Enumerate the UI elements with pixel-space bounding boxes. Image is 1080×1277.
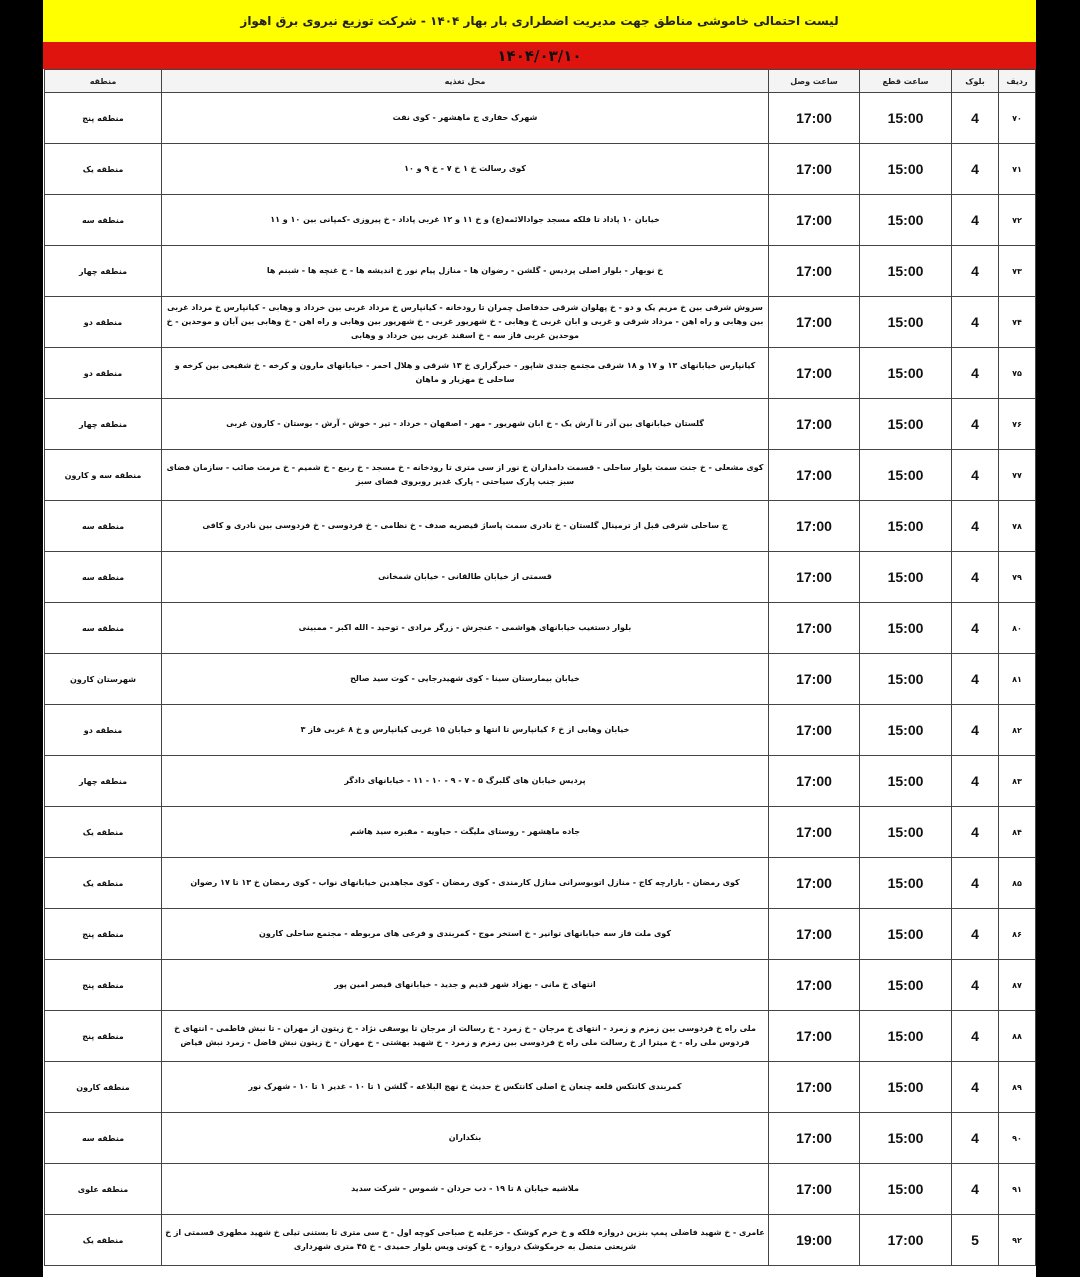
block-cell: 4 xyxy=(952,144,999,195)
table-row xyxy=(45,705,1036,756)
table-row xyxy=(45,195,1036,246)
region-cell: منطقه چهار xyxy=(45,246,162,297)
block-cell: 4 xyxy=(952,1011,999,1062)
reconnect-time-cell: 17:00 xyxy=(769,1113,860,1164)
header-cut-time: ساعت قطع xyxy=(860,70,952,93)
block-cell: 5 xyxy=(952,1215,999,1266)
region-cell: منطقه دو xyxy=(45,705,162,756)
table-row xyxy=(45,807,1036,858)
table-row xyxy=(45,348,1036,399)
region-cell: منطقه دو xyxy=(45,297,162,348)
block-cell: 4 xyxy=(952,654,999,705)
reconnect-time-cell: 17:00 xyxy=(769,144,860,195)
cut-time-cell: 15:00 xyxy=(860,195,952,246)
feed-location-cell: عامری - خ شهید فاضلی پمپ بنزین دروازه فلکه و خ خرم کوشک - خزعلیه خ صباحی کوچه اول - خ سی متری تا بستنی تیلی خ شهید مطهری قسمتی از خ شریعتی متصل به خرمکوشک دروازه - خ کوتی ویس بلوار حمیدی - خ ۴۵ متری شهرداری xyxy=(162,1215,769,1266)
block-cell: 4 xyxy=(952,399,999,450)
region-cell: منطقه پنج xyxy=(45,909,162,960)
document-title: لیست احتمالی خاموشی مناطق جهت مدیریت اضطراری بار بهار ۱۴۰۴ - شرکت توزیع نیروی برق اهواز xyxy=(43,0,1036,42)
cut-time-cell: 15:00 xyxy=(860,1164,952,1215)
block-cell: 4 xyxy=(952,297,999,348)
region-cell: منطقه سه xyxy=(45,195,162,246)
feed-location-cell: کوی ملت فاز سه خیابانهای توانیر - خ استخر موج - کمربندی و فرعی های مربوطه - مجتمع ساحلی کارون xyxy=(162,909,769,960)
cut-time-cell: 15:00 xyxy=(860,858,952,909)
reconnect-time-cell: 17:00 xyxy=(769,246,860,297)
cut-time-cell: 15:00 xyxy=(860,501,952,552)
cut-time-cell: 15:00 xyxy=(860,756,952,807)
block-cell: 4 xyxy=(952,705,999,756)
row-number-cell: ۸۰ xyxy=(999,603,1036,654)
feed-location-cell: بلوار دستغیب خیابانهای هواشمی - عنجرش - زرگر مرادی - توحید - الله اکبر - ممبینی xyxy=(162,603,769,654)
reconnect-time-cell: 17:00 xyxy=(769,399,860,450)
reconnect-time-cell: 17:00 xyxy=(769,858,860,909)
cut-time-cell: 17:00 xyxy=(860,1215,952,1266)
table-row xyxy=(45,1113,1036,1164)
row-number-cell: ۸۳ xyxy=(999,756,1036,807)
cut-time-cell: 15:00 xyxy=(860,1113,952,1164)
document-sheet xyxy=(43,0,1036,1277)
block-cell: 4 xyxy=(952,195,999,246)
region-cell: منطقه سه xyxy=(45,1113,162,1164)
cut-time-cell: 15:00 xyxy=(860,348,952,399)
row-number-cell: ۷۰ xyxy=(999,93,1036,144)
region-cell: شهرستان کارون xyxy=(45,654,162,705)
cut-time-cell: 15:00 xyxy=(860,93,952,144)
table-row xyxy=(45,858,1036,909)
reconnect-time-cell: 17:00 xyxy=(769,807,860,858)
row-number-cell: ۸۹ xyxy=(999,1062,1036,1113)
row-number-cell: ۷۹ xyxy=(999,552,1036,603)
feed-location-cell: سروش شرقی بین خ مریم یک و دو - خ پهلوان شرقی حدفاصل چمران تا رودخانه - کیانپارس خ مرداد غربی بین خرداد و وهابی - کیانپارس خ مرداد غربی بین وهابی و راه اهن - مرداد شرقی و غربی و ابان غربی خ وهابی - خ شهریور غربی - خ شهریور بین وهابی و راه اهن - خ وهابی بین آبان و موحدین - خ موحدین غربی فاز سه - خ اسفند غربی بین خرداد و وهابی xyxy=(162,297,769,348)
region-cell: منطقه کارون xyxy=(45,1062,162,1113)
row-number-cell: ۷۱ xyxy=(999,144,1036,195)
row-number-cell: ۷۸ xyxy=(999,501,1036,552)
cut-time-cell: 15:00 xyxy=(860,552,952,603)
region-cell: منطقه یک xyxy=(45,858,162,909)
block-cell: 4 xyxy=(952,807,999,858)
cut-time-cell: 15:00 xyxy=(860,246,952,297)
row-number-cell: ۸۴ xyxy=(999,807,1036,858)
reconnect-time-cell: 17:00 xyxy=(769,195,860,246)
row-number-cell: ۷۴ xyxy=(999,297,1036,348)
cut-time-cell: 15:00 xyxy=(860,909,952,960)
cut-time-cell: 15:00 xyxy=(860,960,952,1011)
table-header-row xyxy=(45,70,1036,93)
region-cell: منطقه چهار xyxy=(45,399,162,450)
feed-location-cell: خیابان بیمارستان سینا - کوی شهیدرجایی - کوت سید صالح xyxy=(162,654,769,705)
feed-location-cell: خ نوبهار - بلوار اصلی پردیس - گلشن - رضوان ها - منازل پیام نور خ اندیشه ها - خ غنچه ها - شبنم ها xyxy=(162,246,769,297)
cut-time-cell: 15:00 xyxy=(860,807,952,858)
row-number-cell: ۸۸ xyxy=(999,1011,1036,1062)
cut-time-cell: 15:00 xyxy=(860,144,952,195)
reconnect-time-cell: 17:00 xyxy=(769,501,860,552)
header-block: بلوک xyxy=(952,70,999,93)
reconnect-time-cell: 17:00 xyxy=(769,1011,860,1062)
outage-table xyxy=(44,69,1036,1266)
block-cell: 4 xyxy=(952,348,999,399)
row-number-cell: ۷۲ xyxy=(999,195,1036,246)
table-row xyxy=(45,450,1036,501)
feed-location-cell: بنکداران xyxy=(162,1113,769,1164)
table-row xyxy=(45,1215,1036,1266)
reconnect-time-cell: 17:00 xyxy=(769,705,860,756)
cut-time-cell: 15:00 xyxy=(860,603,952,654)
cut-time-cell: 15:00 xyxy=(860,297,952,348)
table-row xyxy=(45,93,1036,144)
block-cell: 4 xyxy=(952,501,999,552)
cut-time-cell: 15:00 xyxy=(860,705,952,756)
feed-location-cell: ملاشیه خیابان ۸ تا ۱۹ - دب حردان - شموس - شرکت سدید xyxy=(162,1164,769,1215)
block-cell: 4 xyxy=(952,1113,999,1164)
block-cell: 4 xyxy=(952,1062,999,1113)
block-cell: 4 xyxy=(952,858,999,909)
reconnect-time-cell: 17:00 xyxy=(769,552,860,603)
header-region: منطقه xyxy=(45,70,162,93)
region-cell: منطقه پنج xyxy=(45,93,162,144)
row-number-cell: ۷۶ xyxy=(999,399,1036,450)
region-cell: منطقه یک xyxy=(45,807,162,858)
region-cell: منطقه پنج xyxy=(45,1011,162,1062)
reconnect-time-cell: 17:00 xyxy=(769,603,860,654)
row-number-cell: ۷۵ xyxy=(999,348,1036,399)
cut-time-cell: 15:00 xyxy=(860,399,952,450)
table-row xyxy=(45,399,1036,450)
feed-location-cell: کوی رمضان - بازارچه کاج - منازل اتوبوسرانی منازل کارمندی - کوی رمضان - کوی مجاهدین خیابانهای نواب - کوی رمضان خ ۱۳ تا ۱۷ رضوان xyxy=(162,858,769,909)
table-row xyxy=(45,1011,1036,1062)
feed-location-cell: کوی رسالت خ ۱ خ ۷ - خ ۹ و ۱۰ xyxy=(162,144,769,195)
reconnect-time-cell: 17:00 xyxy=(769,450,860,501)
row-number-cell: ۷۳ xyxy=(999,246,1036,297)
block-cell: 4 xyxy=(952,960,999,1011)
region-cell: منطقه سه xyxy=(45,501,162,552)
cut-time-cell: 15:00 xyxy=(860,1062,952,1113)
row-number-cell: ۹۲ xyxy=(999,1215,1036,1266)
feed-location-cell: کمربندی کانتکس قلعه چنعان خ اصلی کانتکس خ حدیث خ نهج البلاغه - گلشن ۱ تا ۱۰ - غدیر ۱ تا ۱۰ - شهرک نور xyxy=(162,1062,769,1113)
row-number-cell: ۹۱ xyxy=(999,1164,1036,1215)
region-cell: منطقه دو xyxy=(45,348,162,399)
feed-location-cell: جاده ماهشهر - روستای ملیگت - حیاویه - مقبره سید هاشم xyxy=(162,807,769,858)
table-row xyxy=(45,297,1036,348)
table-row xyxy=(45,909,1036,960)
cut-time-cell: 15:00 xyxy=(860,450,952,501)
block-cell: 4 xyxy=(952,93,999,144)
row-number-cell: ۸۲ xyxy=(999,705,1036,756)
reconnect-time-cell: 19:00 xyxy=(769,1215,860,1266)
table-row xyxy=(45,603,1036,654)
feed-location-cell: ج ساحلی شرقی قبل از ترمینال گلستان - خ نادری سمت پاساژ قیصریه صدف - خ نظامی - خ فردوسی - خ فردوسی بین نادری و کافی xyxy=(162,501,769,552)
block-cell: 4 xyxy=(952,909,999,960)
table-row xyxy=(45,756,1036,807)
feed-location-cell: خیابان ۱۰ پاداد تا فلکه مسجد جوادالائمه(ع) و خ ۱۱ و ۱۲ غربی پاداد - خ پیروزی -کمپانی بین ۱۰ و ۱۱ xyxy=(162,195,769,246)
table-row xyxy=(45,552,1036,603)
table-row xyxy=(45,654,1036,705)
reconnect-time-cell: 17:00 xyxy=(769,654,860,705)
feed-location-cell: شهرک حفاری ج ماهشهر - کوی نفت xyxy=(162,93,769,144)
region-cell: منطقه پنج xyxy=(45,960,162,1011)
reconnect-time-cell: 17:00 xyxy=(769,1062,860,1113)
feed-location-cell: ملی راه خ فردوسی بین زمزم و زمرد - انتهای خ مرجان - خ زمرد - خ رسالت از مرجان تا یوسفی نژاد - خ زیتون از مهران - تا نبش فاطمی - انتهای خ فردوس ملی راه - خ میترا از خ رسالت ملی راه خ فردوسی بین زمزم و زمرد - خ شهید بهشتی - خ مهران - خ زیتون نبش فاضل - زمرد نبش فیاض xyxy=(162,1011,769,1062)
block-cell: 4 xyxy=(952,756,999,807)
region-cell: منطقه یک xyxy=(45,1215,162,1266)
block-cell: 4 xyxy=(952,450,999,501)
block-cell: 4 xyxy=(952,246,999,297)
table-row xyxy=(45,501,1036,552)
reconnect-time-cell: 17:00 xyxy=(769,93,860,144)
region-cell: منطقه یک xyxy=(45,144,162,195)
table-row xyxy=(45,1062,1036,1113)
region-cell: منطقه علوی xyxy=(45,1164,162,1215)
feed-location-cell: گلستان خیابانهای بین آذر تا آرش یک - خ ابان شهریور - مهر - اصفهان - خرداد - تیر - خوش - آرش - بوستان - کارون غربی xyxy=(162,399,769,450)
region-cell: منطقه سه xyxy=(45,603,162,654)
table-row xyxy=(45,144,1036,195)
feed-location-cell: انتهای خ مانی - بهزاد شهر قدیم و جدید - خیابانهای قیصر امین پور xyxy=(162,960,769,1011)
table-row xyxy=(45,246,1036,297)
block-cell: 4 xyxy=(952,603,999,654)
feed-location-cell: قسمتی از خیابان طالقانی - خیابان شمخانی xyxy=(162,552,769,603)
row-number-cell: ۸۶ xyxy=(999,909,1036,960)
reconnect-time-cell: 17:00 xyxy=(769,297,860,348)
row-number-cell: ۷۷ xyxy=(999,450,1036,501)
feed-location-cell: خیابان وهابی از خ ۶ کیانپارس تا انتها و خیابان ۱۵ غربی کیانپارس و خ ۸ غربی فاز ۳ xyxy=(162,705,769,756)
region-cell: منطقه سه و کارون xyxy=(45,450,162,501)
header-reconnect-time: ساعت وصل xyxy=(769,70,860,93)
row-number-cell: ۸۷ xyxy=(999,960,1036,1011)
block-cell: 4 xyxy=(952,552,999,603)
reconnect-time-cell: 17:00 xyxy=(769,909,860,960)
header-feed-location: محل تغذیه xyxy=(162,70,769,93)
feed-location-cell: کوی مشعلی - خ جنت سمت بلوار ساحلی - قسمت دامداران خ نور از سی متری تا رودخانه - خ مسجد - خ ربیع - خ شمیم - خ مرمت صائب - سازمان فضای سبز جنب پارک سیاحتی - پارک غدیر روبروی فضای سبز xyxy=(162,450,769,501)
row-number-cell: ۸۵ xyxy=(999,858,1036,909)
table-row xyxy=(45,1164,1036,1215)
region-cell: منطقه چهار xyxy=(45,756,162,807)
reconnect-time-cell: 17:00 xyxy=(769,756,860,807)
table-row xyxy=(45,960,1036,1011)
row-number-cell: ۹۰ xyxy=(999,1113,1036,1164)
reconnect-time-cell: 17:00 xyxy=(769,960,860,1011)
cut-time-cell: 15:00 xyxy=(860,654,952,705)
reconnect-time-cell: 17:00 xyxy=(769,348,860,399)
feed-location-cell: پردیس خیابان های گلبرگ ۵ - ۷ - ۹ - ۱۰ - ۱۱ - خیابانهای دادگر xyxy=(162,756,769,807)
feed-location-cell: کیانپارس خیابانهای ۱۳ و ۱۷ و ۱۸ شرقی مجتمع جندی شاپور - خبرگزاری خ ۱۳ شرقی و هلال احمر - خیابانهای مارون و کرخه - خ شفیعی بین کرخه و ساحلی خ مهزیار و ماهان xyxy=(162,348,769,399)
document-date: ۱۴۰۴/۰۳/۱۰ xyxy=(43,42,1036,69)
block-cell: 4 xyxy=(952,1164,999,1215)
table-body xyxy=(45,93,1036,1266)
reconnect-time-cell: 17:00 xyxy=(769,1164,860,1215)
header-row-number: ردیف xyxy=(999,70,1036,93)
row-number-cell: ۸۱ xyxy=(999,654,1036,705)
region-cell: منطقه سه xyxy=(45,552,162,603)
cut-time-cell: 15:00 xyxy=(860,1011,952,1062)
